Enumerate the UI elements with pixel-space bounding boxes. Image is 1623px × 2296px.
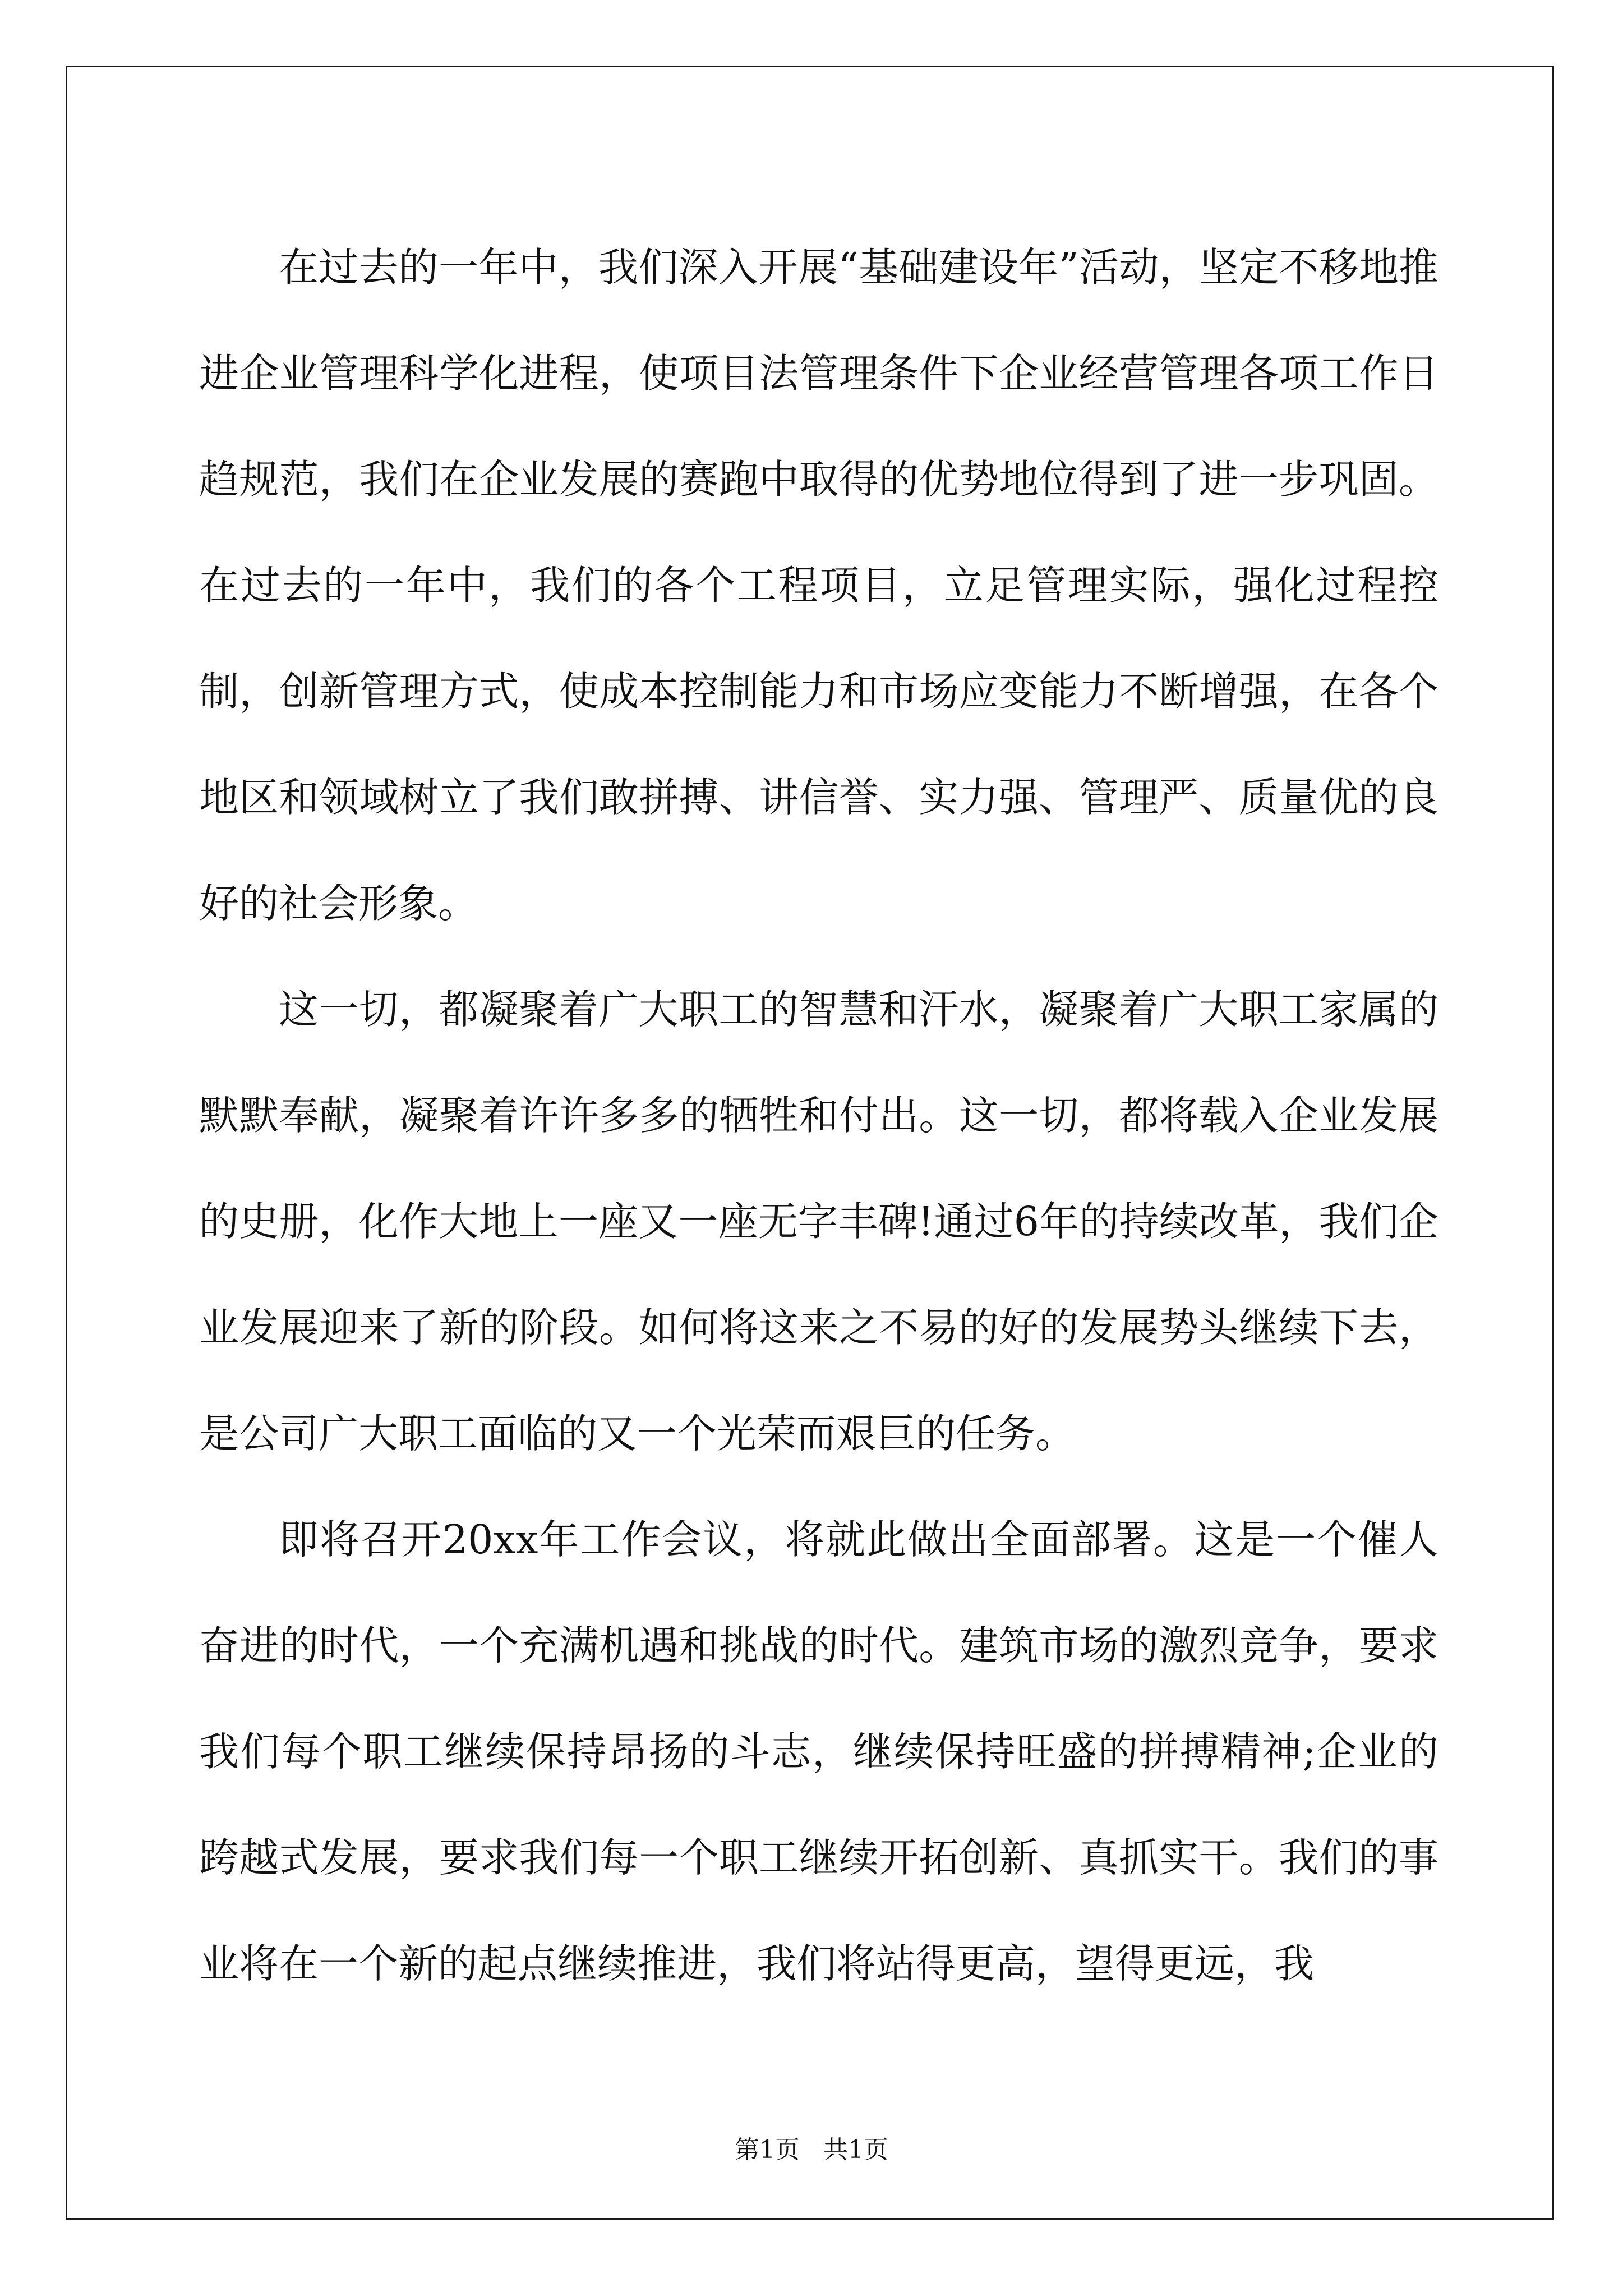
document-body <box>199 214 1438 2017</box>
paragraph-3: 即将召开20xx年工作会议，将就此做出全面部署。这是一个催人奋进的时代，一个充满机遇和挑战的时代。建筑市场的激烈竞争，要求我们每个职工继续保持昂扬的斗志，继续保持旺盛的拼搏精神;企业的跨越式发展，要求我们每一个职工继续开拓创新、真抓实干。我们的事业将在一个新的起点继续推进，我们将站得更高，望得更远，我 <box>199 1516 1438 1987</box>
paragraph-1: 在过去的一年中，我们深入开展“基础建设年”活动，坚定不移地推进企业管理科学化进程，使项目法管理条件下企业经营管理各项工作日趋规范，我们在企业发展的赛跑中取得的优势地位得到了进一步巩固。在过去的一年中，我们的各个工程项目，立足管理实际，强化过程控制，创新管理方式，使成本控制能力和市场应变能力不断增强，在各个地区和领域树立了我们敢拼搏、讲信誉、实力强、管理严、质量优的良好的社会形象。 <box>199 244 1438 927</box>
paragraph-2: 这一切，都凝聚着广大职工的智慧和汗水，凝聚着广大职工家属的默默奉献，凝聚着许许多多的牺牲和付出。这一切，都将载入企业发展的史册，化作大地上一座又一座无字丰碑!通过6年的持续改革，我们企业发展迎来了新的阶段。如何将这来之不易的好的发展势头继续下去，是公司广大职工面临的又一个光荣而艰巨的任务。 <box>199 986 1438 1457</box>
page-number-footer: 第1页 共1页 <box>735 2136 888 2164</box>
